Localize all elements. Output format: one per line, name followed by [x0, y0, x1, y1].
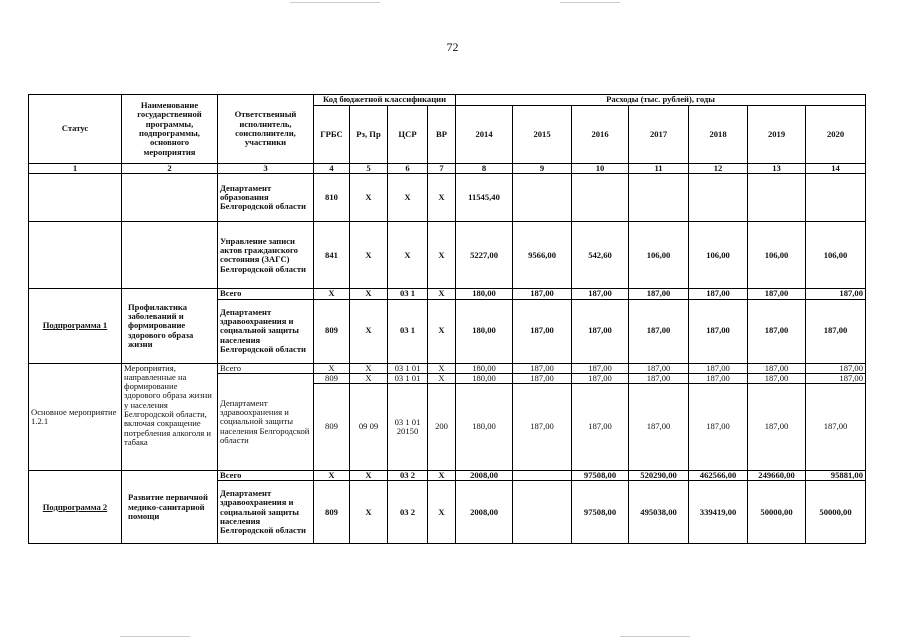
table-row: [29, 289, 866, 299]
value-cell: 180,00: [456, 289, 513, 299]
grbs-cell: 809: [314, 481, 350, 544]
value-cell: 180,00: [456, 363, 513, 373]
vr-cell: X: [428, 222, 456, 289]
column-number: 1: [29, 164, 122, 174]
vr-cell: 200: [428, 384, 456, 471]
value-cell: 187,00: [629, 363, 689, 373]
grbs-cell: X: [314, 471, 350, 481]
value-cell: 187,00: [513, 289, 572, 299]
page-number: 72: [446, 40, 459, 54]
csr-cell: 03 1 01 20150: [388, 384, 428, 471]
header-year: 2019: [748, 106, 806, 164]
value-cell: 187,00: [806, 384, 866, 471]
column-number: 13: [748, 164, 806, 174]
grbs-cell: 810: [314, 174, 350, 222]
executor-cell: Управление записи актов гражданского состояния (ЗАГС) Белгородской области: [218, 222, 314, 289]
value-cell: 187,00: [513, 373, 572, 383]
csr-cell: 03 1: [388, 299, 428, 363]
rzpr-cell: X: [350, 363, 388, 373]
value-cell: 187,00: [806, 289, 866, 299]
header-status: Статус: [29, 95, 122, 164]
column-number: 2: [122, 164, 218, 174]
value-cell: 97508,00: [572, 481, 629, 544]
table-row: [29, 174, 866, 222]
scan-mark-bottom-right: [620, 636, 690, 637]
value-cell: 106,00: [806, 222, 866, 289]
grbs-cell: 809: [314, 384, 350, 471]
rzpr-cell: 09 09: [350, 384, 388, 471]
grbs-cell: X: [314, 363, 350, 373]
status-cell: [29, 222, 122, 289]
csr-cell: X: [388, 174, 428, 222]
csr-cell: 03 2: [388, 481, 428, 544]
status-cell: [29, 174, 122, 222]
csr-cell: X: [388, 222, 428, 289]
header-budget-code: Код бюджетной классификации: [314, 95, 456, 106]
value-cell: 2008,00: [456, 471, 513, 481]
vr-cell: X: [428, 174, 456, 222]
rzpr-cell: X: [350, 481, 388, 544]
rzpr-cell: X: [350, 299, 388, 363]
budget-table: [28, 94, 866, 544]
value-cell: 249660,00: [748, 471, 806, 481]
column-number: 11: [629, 164, 689, 174]
value-cell: 187,00: [689, 373, 748, 383]
column-number: 5: [350, 164, 388, 174]
rzpr-cell: X: [350, 222, 388, 289]
header-vr: ВР: [428, 106, 456, 164]
value-cell: 187,00: [513, 384, 572, 471]
value-cell: 187,00: [689, 363, 748, 373]
scan-mark-top: [290, 2, 380, 3]
value-cell: 187,00: [748, 289, 806, 299]
name-cell: Профилактика заболеваний и формирование здорового образа жизни: [122, 289, 218, 363]
value-cell: 187,00: [629, 373, 689, 383]
table-row: [29, 222, 866, 289]
column-number: 6: [388, 164, 428, 174]
value-cell: 187,00: [572, 384, 629, 471]
value-cell: 520290,00: [629, 471, 689, 481]
csr-cell: 03 1: [388, 289, 428, 299]
value-cell: 106,00: [629, 222, 689, 289]
name-cell: Развитие первичной медико-санитарной помощи: [122, 471, 218, 544]
value-cell: 187,00: [748, 363, 806, 373]
scan-mark-top-right: [560, 2, 620, 3]
value-cell: 187,00: [572, 363, 629, 373]
value-cell: 97508,00: [572, 471, 629, 481]
csr-cell: 03 1 01: [388, 363, 428, 373]
header-csr: ЦСР: [388, 106, 428, 164]
value-cell: 187,00: [748, 373, 806, 383]
header-year: 2016: [572, 106, 629, 164]
value-cell: 187,00: [689, 289, 748, 299]
value-cell: 187,00: [806, 363, 866, 373]
value-cell: 187,00: [572, 299, 629, 363]
value-cell: [572, 174, 629, 222]
value-cell: 187,00: [513, 363, 572, 373]
value-cell: 187,00: [806, 299, 866, 363]
header-grbs: ГРБС: [314, 106, 350, 164]
header-name: Наименование государственной программы, подпрограммы, основного мероприятия: [122, 95, 218, 164]
vr-cell: X: [428, 373, 456, 383]
column-number: 3: [218, 164, 314, 174]
vr-cell: X: [428, 471, 456, 481]
value-cell: 187,00: [629, 299, 689, 363]
rzpr-cell: X: [350, 174, 388, 222]
header-executor: Ответственный исполнитель, соисполнители, участники: [218, 95, 314, 164]
header-year: 2018: [689, 106, 748, 164]
name-cell: Мероприятия, направленные на формирование здорового образа жизни у населения Белгородской области, включая сокращение потребления алкоголя и табака: [122, 363, 218, 471]
executor-cell: Департамент образования Белгородской области: [218, 174, 314, 222]
value-cell: 9566,00: [513, 222, 572, 289]
executor-cell: Всего: [218, 471, 314, 481]
executor-cell: Всего: [218, 289, 314, 299]
rzpr-cell: X: [350, 289, 388, 299]
value-cell: 5227,00: [456, 222, 513, 289]
scan-mark-bottom: [120, 636, 190, 637]
column-number: 4: [314, 164, 350, 174]
column-number-row: [29, 164, 866, 174]
value-cell: 187,00: [748, 299, 806, 363]
value-cell: [513, 174, 572, 222]
value-cell: 187,00: [689, 299, 748, 363]
value-cell: 187,00: [572, 289, 629, 299]
value-cell: 462566,00: [689, 471, 748, 481]
column-number: 14: [806, 164, 866, 174]
value-cell: 180,00: [456, 384, 513, 471]
header-year: 2020: [806, 106, 866, 164]
grbs-cell: 809: [314, 373, 350, 383]
value-cell: [513, 481, 572, 544]
value-cell: 187,00: [513, 299, 572, 363]
header-year: 2014: [456, 106, 513, 164]
column-number: 9: [513, 164, 572, 174]
grbs-cell: 841: [314, 222, 350, 289]
value-cell: 495038,00: [629, 481, 689, 544]
header-row-1: [29, 95, 866, 106]
value-cell: 187,00: [806, 373, 866, 383]
grbs-cell: 809: [314, 299, 350, 363]
executor-cell: Всего: [218, 363, 314, 373]
status-cell: Подпрограмма 1: [29, 289, 122, 363]
executor-cell: Департамент здравоохранения и социальной защиты населения Белгородской области: [218, 299, 314, 363]
value-cell: 95881,00: [806, 471, 866, 481]
value-cell: 180,00: [456, 299, 513, 363]
column-number: 10: [572, 164, 629, 174]
column-number: 12: [689, 164, 748, 174]
header-year: 2017: [629, 106, 689, 164]
vr-cell: X: [428, 363, 456, 373]
value-cell: [689, 174, 748, 222]
value-cell: 50000,00: [806, 481, 866, 544]
value-cell: 187,00: [629, 289, 689, 299]
value-cell: [806, 174, 866, 222]
column-number: 7: [428, 164, 456, 174]
status-cell: Основное мероприятие 1.2.1: [29, 363, 122, 471]
value-cell: 106,00: [748, 222, 806, 289]
table-row: [29, 471, 866, 481]
value-cell: 2008,00: [456, 481, 513, 544]
value-cell: 11545,40: [456, 174, 513, 222]
value-cell: 50000,00: [748, 481, 806, 544]
value-cell: 187,00: [572, 373, 629, 383]
table-row: [29, 363, 866, 373]
vr-cell: X: [428, 299, 456, 363]
executor-cell: Департамент здравоохранения и социальной защиты населения Белгородской области: [218, 373, 314, 470]
vr-cell: X: [428, 289, 456, 299]
value-cell: [629, 174, 689, 222]
grbs-cell: X: [314, 289, 350, 299]
header-year: 2015: [513, 106, 572, 164]
header-rzpr: Рз, Пр: [350, 106, 388, 164]
name-cell: [122, 222, 218, 289]
value-cell: 187,00: [629, 384, 689, 471]
csr-cell: 03 2: [388, 471, 428, 481]
rzpr-cell: X: [350, 373, 388, 383]
value-cell: [513, 471, 572, 481]
column-number: 8: [456, 164, 513, 174]
value-cell: 339419,00: [689, 481, 748, 544]
executor-cell: Департамент здравоохранения и социальной защиты населения Белгородской области: [218, 481, 314, 544]
value-cell: 187,00: [748, 384, 806, 471]
header-expenses: Расходы (тыс. рублей), годы: [456, 95, 866, 106]
name-cell: [122, 174, 218, 222]
value-cell: 106,00: [689, 222, 748, 289]
value-cell: 542,60: [572, 222, 629, 289]
csr-cell: 03 1 01: [388, 373, 428, 383]
value-cell: 180,00: [456, 373, 513, 383]
status-cell: Подпрограмма 2: [29, 471, 122, 544]
value-cell: [748, 174, 806, 222]
vr-cell: X: [428, 481, 456, 544]
rzpr-cell: X: [350, 471, 388, 481]
value-cell: 187,00: [689, 384, 748, 471]
